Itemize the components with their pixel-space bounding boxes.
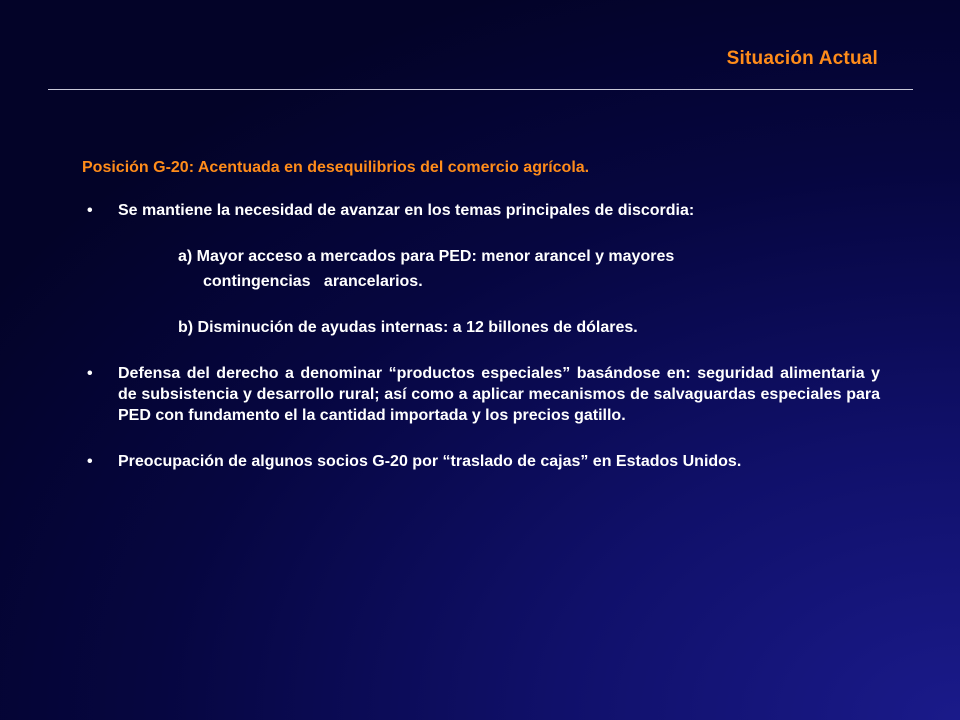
slide-subtitle: Posición G-20: Acentuada en desequilibrios del comercio agrícola. [82, 159, 590, 176]
slide-content [82, 157, 880, 472]
bullet-text: Se mantiene la necesidad de avanzar en los temas principales de discordia: [118, 202, 695, 219]
sub-point-a-line2: contingencias arancelarios. [203, 273, 423, 290]
bullet-marker: • [87, 365, 93, 382]
bullet-item [82, 451, 880, 472]
title-divider [48, 89, 913, 90]
bullet-marker: • [87, 202, 93, 219]
bullet-text: Preocupación de algunos socios G-20 por “traslado de cajas” en Estados Unidos. [118, 453, 742, 470]
bullet-marker: • [87, 453, 93, 470]
slide-title: Situación Actual [726, 48, 878, 69]
bullet-item [82, 363, 880, 426]
bullet-text: Defensa del derecho a denominar “productos especiales” basándose en: seguridad alimentaria y de subsistencia y desarrollo rural; así como a aplicar mecanismos de salvaguardas especiales para PED con fundamento el la cantidad importada y los precios gatillo. [118, 365, 880, 424]
sub-point-a-line1: a) Mayor acceso a mercados para PED: menor arancel y mayores [178, 248, 675, 265]
sub-point-b: b) Disminución de ayudas internas: a 12 billones de dólares. [178, 319, 638, 336]
bullet-item [82, 200, 880, 221]
